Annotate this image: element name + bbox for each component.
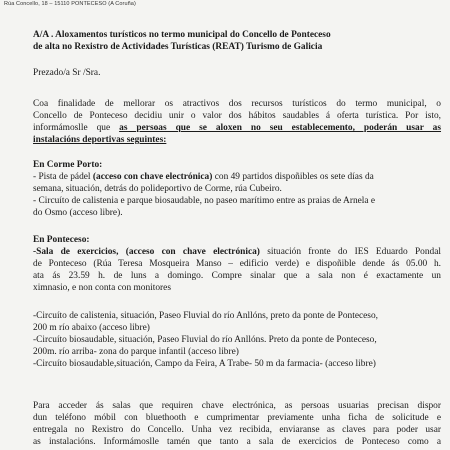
closing-line-2: dun teléfono móbil con bluethooth e cumprimentar previamente unha ficha de solicitude e: [33, 413, 441, 423]
greeting: Prezado/a Sr /Sra.: [33, 68, 101, 78]
ponteceso-gym-location: situación fronte do IES Eduardo Pondal: [259, 247, 441, 257]
ponteceso-gym-line-2: de Ponteceso (Rúa Teresa Mosqueira Manso – edificio verde) e dispoñible dende ás 05.00 h.: [33, 259, 441, 269]
closing-line-3: entregala no Rexistro do Concello. Unha vez recibida, enviaranse as claves para poder usar: [33, 425, 441, 435]
ponteceso-circuit-3-line-1: -Circuíto biosaudable,situación, Campo da Feira, A Trabe- 50 m da farmacia- (acceso libre): [33, 359, 376, 369]
corme-item-2-line-2: do Osmo (acceso libre).: [33, 208, 123, 218]
intro-line-1: Coa finalidade de mellorar os atractivos dos recursos turísticos do termo municipal, o: [33, 99, 441, 109]
intro-line-3-text: informámoslle que: [33, 123, 120, 133]
intro-line-4: instalacións deportivas seguintes:: [33, 135, 167, 145]
corme-heading: En Corme Porto:: [33, 160, 103, 170]
closing-line-1: Para acceder ás salas que requiren chave electrónica, as persoas usuarias precisan dispor: [33, 401, 441, 411]
ponteceso-gym-line-3: ata ás 23.59 h. de luns a domingo. Compre sinalar que a sala non é exactamente un: [33, 271, 441, 281]
subject-line-1: A/A . Aloxamentos turísticos no termo municipal do Concello de Ponteceso: [33, 30, 331, 40]
ponteceso-heading: En Ponteceso:: [33, 235, 90, 245]
intro-line-3: [33, 123, 441, 134]
ponteceso-circuit-1-line-1: -Circuíto de calistenia, situación, Paseo Fluvial do río Anllóns, preto da ponte de Ponteceso,: [33, 311, 378, 321]
corme-item-2-line-1: - Circuíto de calistenia e parque biosaudable, no paseo marítimo entre as praias de Arnela e: [33, 196, 376, 206]
corme-item-1-line-1: [33, 172, 374, 183]
ponteceso-circuit-2-line-2: 200m. río arriba- zona do parque infantil (acceso libre): [33, 347, 239, 357]
corme-item-1-line-2: semana, situación, detrás do polideportivo de Corme, rúa Cubeiro.: [33, 184, 282, 194]
corme-padel-text: - Pista de pádel: [33, 172, 93, 182]
ponteceso-gym-line-4: ximnasio, e non conta con monitores: [33, 283, 171, 293]
ponteceso-circuit-2-line-1: -Circuíto biosaudable, situación, Paseo Fluvial do río Anllóns. Preto da ponte de Ponteceso,: [33, 335, 377, 345]
intro-line-3-bold: as persoas que se aloxen no seu establecemento, poderán usar as: [119, 123, 442, 133]
ponteceso-circuit-1-line-2: 200 m río abaixo (acceso libre): [33, 323, 150, 333]
corme-padel-detail: con 49 partidos dispoñibles os sete días da: [212, 172, 374, 182]
letterhead-address: Rúa Concello, 18 – 15110 PONTECESO (A Coruña): [4, 1, 136, 7]
subject-line-2: de alta no Rexistro de Actividades Turísticas (REAT) Turismo de Galicia: [33, 42, 323, 52]
ponteceso-gym-title: -Sala de exercicios, (acceso con chave electrónica): [33, 247, 260, 257]
corme-padel-access: (acceso con chave electrónica): [92, 172, 213, 182]
closing-line-4: as instalacións. Informámoslle tamén que tanto a sala de exercicios de Ponteceso como a: [33, 437, 441, 447]
intro-line-2: Concello de Ponteceso decidiu unir o valor dos hábitos saudables á oferta turística. Por isto,: [33, 111, 441, 121]
ponteceso-gym-line-1: [33, 247, 441, 258]
